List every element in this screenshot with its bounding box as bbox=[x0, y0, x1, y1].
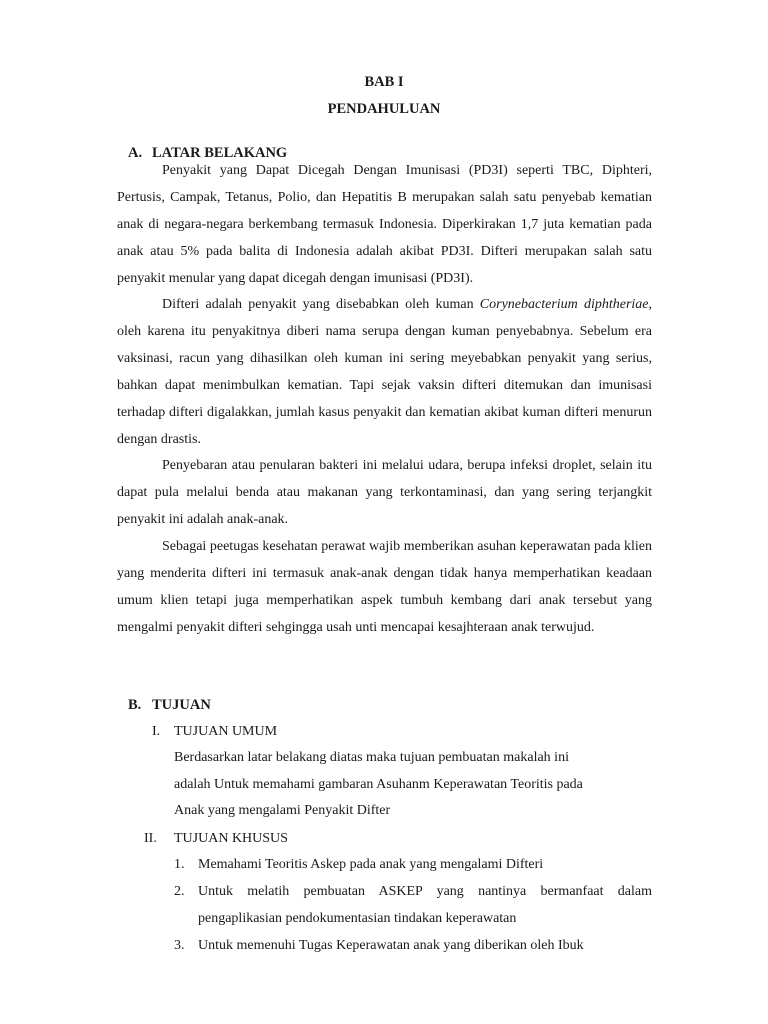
paragraph-2-text-a: Difteri adalah penyakit yang disebabkan oleh kuman bbox=[162, 297, 480, 312]
list-item bbox=[174, 933, 652, 960]
tujuan-umum-heading bbox=[152, 724, 277, 740]
list-item-number: 3. bbox=[174, 938, 185, 953]
tujuan-umum-line-1: Berdasarkan latar belakang diatas maka tujuan pembuatan makalah ini bbox=[174, 750, 569, 765]
tujuan-khusus-label: II. bbox=[144, 831, 157, 846]
paragraph-2-text-b: , oleh karena itu penyakitnya diberi nama serupa dengan kuman penyebabnya. Sebelum era vaksinasi, racun yang dihasilkan oleh kuman ini sering meyebabkan penyakit yang serius, bahkan dapat menimbulkan kematian. Tapi sejak vaksin difteri ditemukan dan imunisasi terhadap difteri digalakkan, jumlah kasus penyakit dan kematian akibat kuman difteri menurun dengan drastis. bbox=[117, 297, 652, 447]
paragraph-4-text: Sebagai peetugas kesehatan perawat wajib memberikan asuhan keperawatan pada klien yang menderita difteri ini termasuk anak-anak dengan tidak hanya memperhatikan keadaan umum klien tetapi juga memperhatikan aspek tumbuh kembang dari anak tersebut yang mengalmi penyakit difteri sehgingga usah unti mencapai kesajhteraan anak terwujud. bbox=[117, 539, 652, 635]
tujuan-khusus-heading bbox=[144, 831, 288, 847]
paragraph-2 bbox=[117, 292, 652, 453]
paragraph-1-text: Penyakit yang Dapat Dicegah Dengan Imunisasi (PD3I) seperti TBC, Diphteri, Pertusis, Campak, Tetanus, Polio, dan Hepatitis B merupakan salah satu penyebab kematian anak di negara-negara berkembang termasuk Indonesia. Diperkirakan 1,7 juta kematian pada anak atau 5% pada balita di Indonesia adalah akibat PD3I. Difteri merupakan salah satu penyakit menular yang dapat dicegah dengan imunisasi (PD3I). bbox=[117, 163, 652, 286]
paragraph-4 bbox=[117, 534, 652, 642]
list-item-text: Untuk melatih pembuatan ASKEP yang nantinya bermanfaat dalam pengaplikasian pendokumentasian tindakan keperawatan bbox=[198, 884, 652, 926]
list-item-number: 2. bbox=[174, 884, 185, 899]
list-item-text: Untuk memenuhi Tugas Keperawatan anak yang diberikan oleh Ibuk bbox=[198, 938, 584, 953]
section-b-heading bbox=[128, 697, 211, 714]
list-item-text: Memahami Teoritis Askep pada anak yang mengalami Difteri bbox=[198, 857, 544, 872]
tujuan-umum-text bbox=[174, 745, 644, 825]
section-b-label: B. bbox=[128, 697, 142, 713]
paragraph-3-text: Penyebaran atau penularan bakteri ini melalui udara, berupa infeksi droplet, selain itu dapat pula melalui benda atau makanan yang terkontaminasi, dan yang sering terjangkit penyakit ini adalah anak-anak. bbox=[117, 458, 652, 527]
tujuan-umum-line-2: adalah Untuk memahami gambaran Asuhanm Keperawatan Teoritis pada bbox=[174, 776, 583, 792]
list-item bbox=[174, 879, 652, 932]
species-name: Corynebacterium diphtheriae bbox=[479, 297, 649, 312]
tujuan-khusus-title: TUJUAN KHUSUS bbox=[174, 831, 288, 846]
section-b-title: TUJUAN bbox=[152, 697, 211, 713]
tujuan-umum-label: I. bbox=[152, 724, 161, 739]
section-a-label: A. bbox=[128, 145, 143, 161]
section-a-title: LATAR BELAKANG bbox=[152, 145, 288, 161]
chapter-title: PENDAHULUAN bbox=[327, 101, 441, 117]
paragraph-1 bbox=[117, 158, 652, 293]
paragraph-3 bbox=[117, 453, 652, 534]
chapter-number: BAB I bbox=[364, 74, 404, 90]
list-item bbox=[174, 852, 652, 879]
list-item-number: 1. bbox=[174, 857, 185, 872]
tujuan-umum-title: TUJUAN UMUM bbox=[174, 724, 278, 739]
tujuan-umum-line-3: Anak yang mengalami Penyakit Difter bbox=[174, 803, 391, 818]
